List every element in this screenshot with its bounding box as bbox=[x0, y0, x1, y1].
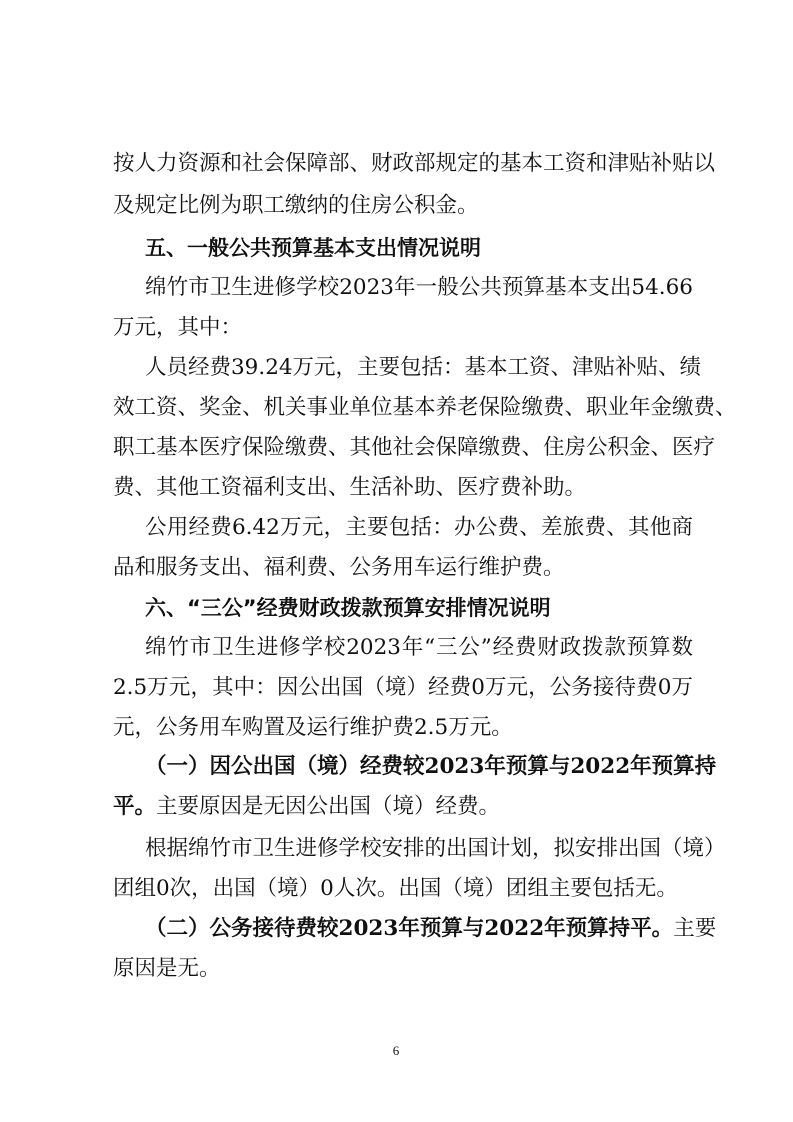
body-text-line: 费、其他工资福利支出、生活补助、医疗费补助。 bbox=[113, 475, 587, 500]
page-number: 6 bbox=[392, 1043, 400, 1058]
subheading-bold-line: （一）因公出国（境）经费较2023年预算与2022年预算持 bbox=[145, 754, 717, 779]
body-text-line: 2.5万元，其中：因公出国（境）经费0万元，公务接待费0万 bbox=[113, 675, 693, 700]
body-text-line: 绵竹市卫生进修学校2023年“三公”经费财政拨款预算数 bbox=[145, 635, 693, 660]
section-heading-6: 六、“三公”经费财政拨款预算安排情况说明 bbox=[145, 596, 551, 620]
section-heading-5: 五、一般公共预算基本支出情况说明 bbox=[145, 236, 481, 260]
body-text-line: 元，公务用车购置及运行维护费2.5万元。 bbox=[113, 715, 513, 740]
body-text-line bbox=[113, 792, 693, 822]
body-text-line: 人员经费39.24万元，主要包括：基本工资、津贴补贴、绩 bbox=[145, 355, 702, 380]
body-text-line bbox=[145, 914, 717, 944]
body-text-line: 根据绵竹市卫生进修学校安排的出国计划，拟安排出国（境） bbox=[145, 836, 726, 861]
body-text-line: 及规定比例为职工缴纳的住房公积金。 bbox=[113, 193, 479, 218]
body-text-line: 公用经费6.42万元，主要包括：办公费、差旅费、其他商 bbox=[145, 515, 693, 540]
body-text-line: 品和服务支出、福利费、公务用车运行维护费。 bbox=[113, 555, 565, 580]
subheading-bold-text: 平。 bbox=[113, 794, 157, 819]
body-text-line: 效工资、奖金、机关事业单位基本养老保险缴费、职业年金缴费、 bbox=[113, 395, 737, 420]
subheading-bold-text: （二）公务接待费较2023年预算与2022年预算持平。 bbox=[145, 916, 674, 941]
body-text: 主要原因是无因公出国（境）经费。 bbox=[156, 794, 501, 819]
body-text-line: 万元，其中： bbox=[113, 315, 243, 340]
body-text-line: 按人力资源和社会保障部、财政部规定的基本工资和津贴补贴以 bbox=[113, 151, 716, 176]
body-text-line: 职工基本医疗保险缴费、其他社会保障缴费、住房公积金、医疗 bbox=[113, 435, 716, 460]
body-text-line: 原因是无。 bbox=[113, 956, 221, 981]
body-text-line: 绵竹市卫生进修学校2023年一般公共预算基本支出54.66 bbox=[145, 275, 693, 300]
body-text-line: 团组0次，出国（境）0人次。出国（境）团组主要包括无。 bbox=[113, 876, 678, 901]
body-text: 主要 bbox=[673, 916, 717, 941]
